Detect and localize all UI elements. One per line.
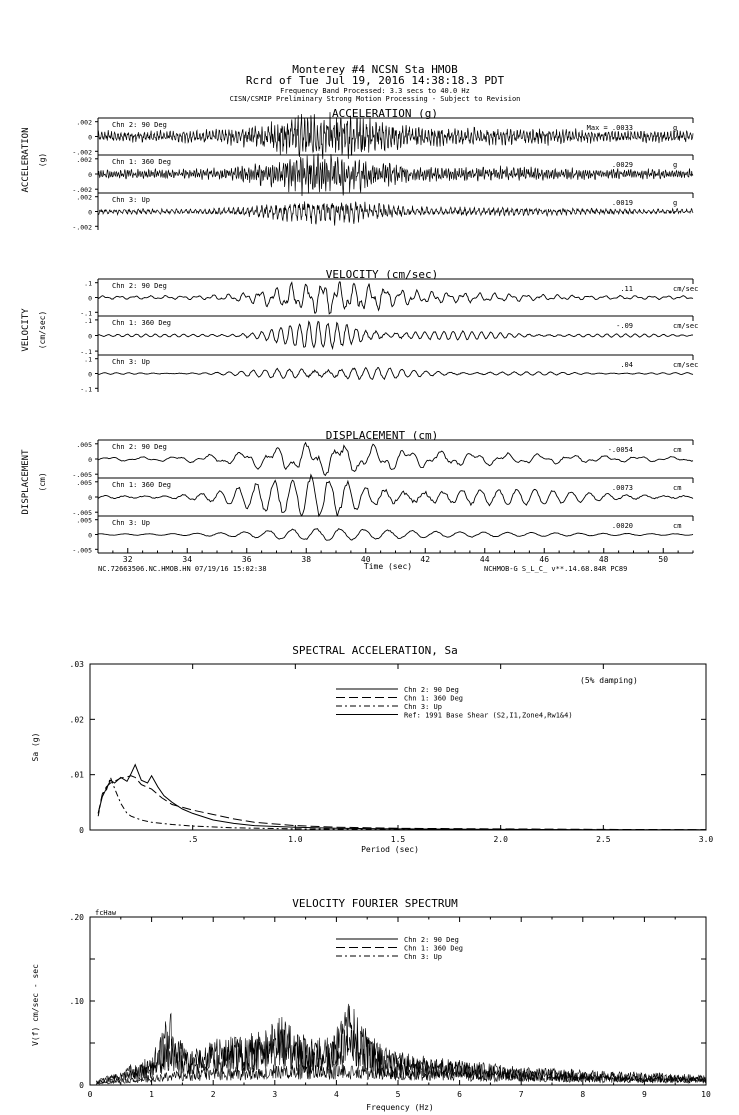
waveform-trace [98,443,693,476]
y-tick-label: -.1 [80,385,92,394]
fourier-title: VELOCITY FOURIER SPECTRUM [292,897,458,910]
sa-legend-label: Ref: 1991 Base Shear (S2,I1,Zone4,Rw1&4) [404,711,573,720]
acceleration-ylabel: ACCELERATION [21,127,31,193]
velocity-yunit: (cm/sec) [38,310,47,350]
sa-x-tick-label: .5 [187,835,198,844]
time-tick-label: 50 [658,555,669,564]
time-tick-label: 34 [182,555,193,564]
sa-lines [98,765,706,830]
footer-left: NC.72663506.NC.HMOB.HN 07/19/16 15:02:38 [98,565,267,573]
sa-y-tick-label: 0 [79,826,84,835]
y-tick-label: .005 [76,516,92,525]
channel-label: Chn 3: Up [112,196,150,204]
fourier-x-tick-label: 3 [272,1090,278,1099]
peak-unit: g [673,124,678,132]
time-tick-label: 32 [122,555,133,564]
y-tick-label: -.002 [72,148,92,157]
time-tick-label: 40 [360,555,371,564]
sa-xlabel: Period (sec) [361,845,419,854]
velocity-title: VELOCITY (cm/sec) [325,268,439,281]
waveform-trace [98,154,693,197]
sa-y-tick-label: .02 [69,715,84,725]
y-tick-label: .1 [84,355,92,364]
y-tick-label: -.005 [72,471,92,480]
acceleration-title: ACCELERATION (g) [332,107,438,120]
header-line-3: Frequency Band Processed: 3.3 secs to 40.0 Hz [280,87,470,95]
y-tick-label: .002 [76,193,92,202]
sa-series-line [98,765,706,830]
fourier-lines [96,1004,706,1084]
sa-legend [336,686,573,720]
displacement-title: DISPLACEMENT (cm) [325,429,439,442]
peak-label: -.09 [616,322,633,330]
acceleration-yunit: (g) [38,152,47,168]
sa-title: SPECTRAL ACCELERATION, Sa [292,644,458,657]
y-tick-label: .002 [76,118,92,127]
fourier-x-tick-label: 4 [333,1090,339,1099]
y-tick-label: -.005 [72,509,92,518]
sa-legend-label: Chn 2: 90 Deg [404,686,459,694]
peak-label: -.0054 [607,446,633,454]
fourier-legend-label: Chn 1: 360 Deg [404,944,464,953]
waveform-trace [98,282,693,314]
waveform-traces [72,112,698,554]
y-tick-label: 0 [88,133,92,142]
peak-unit: cm [673,484,682,492]
header-line-2: Rcrd of Tue Jul 19, 2016 14:38:18.3 PDT [245,74,505,87]
sa-y-tick-label: .01 [69,770,84,780]
peak-label: .0020 [611,522,633,530]
sa-y-tick-label: .03 [69,660,84,669]
peak-unit: cm/sec [673,361,699,369]
y-tick-label: 0 [88,531,92,540]
channel-label: Chn 1: 360 Deg [112,481,172,489]
y-tick-label: .1 [84,316,92,325]
fourier-x-tick-label: 2 [210,1090,216,1099]
y-tick-label: 0 [88,456,92,464]
peak-label: .0029 [611,161,633,169]
channel-label: Chn 2: 90 Deg [112,443,167,451]
waveform-trace [98,322,693,349]
sa-legend-label: Chn 1: 360 Deg [404,694,464,703]
peak-label: .11 [620,285,633,293]
y-tick-label: 0 [88,294,92,303]
channel-label: Chn 1: 360 Deg [112,158,172,166]
waveform-trace [98,368,693,380]
fourier-xlabel: Frequency (Hz) [366,1103,434,1112]
peak-unit: cm/sec [673,285,699,293]
y-tick-label: 0 [88,332,92,341]
waveform-trace [98,475,693,517]
displacement-ylabel: DISPLACEMENT [21,449,31,515]
velocity-ylabel: VELOCITY [21,308,31,352]
time-tick-label: 44 [479,555,490,564]
time-tick-label: 38 [301,555,312,564]
peak-label: Max = .0033 [586,124,633,132]
time-tick-label: 48 [598,555,609,564]
waveform-trace [98,201,693,225]
sa-x-tick-label: 3.0 [698,835,714,844]
sa-x-tick-label: 1.5 [390,835,406,844]
y-tick-label: -.1 [80,348,92,357]
peak-unit: g [673,161,678,169]
time-tick-label: 46 [539,555,550,564]
fourier-x-tick-label: 6 [457,1090,463,1099]
displacement-yunit: (cm) [38,472,47,492]
y-tick-label: .005 [76,478,92,487]
peak-unit: cm [673,522,682,530]
fourier-corner-label: fcHaw [95,909,117,917]
fourier-y-tick-label: .10 [69,997,84,1006]
y-tick-label: -.005 [72,546,92,555]
y-tick-label: .002 [76,155,92,164]
fourier-x-tick-label: 10 [701,1090,711,1099]
sa-damping-note: (5% damping) [580,676,638,685]
sa-legend-label: Chn 3: Up [404,703,442,711]
header-line-1: Monterey #4 NCSN Sta HMOB [292,63,458,76]
peak-unit: cm [673,446,682,454]
fourier-x-tick-label: 1 [149,1090,155,1099]
sa-ylabel: Sa (g) [31,732,40,762]
y-tick-label: .1 [84,279,92,288]
y-tick-label: 0 [88,208,92,217]
fourier-ylabel: V(f) cm/sec - sec [31,964,40,1046]
sa-x-tick-label: 2.0 [493,835,508,844]
sa-x-tick-label: 1.0 [288,835,303,844]
fourier-y-tick-label: .20 [69,913,84,922]
channel-label: Chn 2: 90 Deg [112,121,167,129]
sa-x-tick-label: 2.5 [596,835,611,844]
y-tick-label: .005 [76,440,92,449]
fourier-axes [70,913,711,1099]
header-line-4: CISN/CSMIP Preliminary Strong Motion Processing - Subject to Revision [229,95,521,103]
time-tick-label: 36 [241,555,252,564]
fourier-x-tick-label: 7 [518,1090,524,1099]
channel-label: Chn 1: 360 Deg [112,319,172,327]
sa-series-line [98,777,706,830]
fourier-x-tick-label: 9 [641,1090,647,1099]
channel-label: Chn 3: Up [112,358,150,366]
peak-label: .04 [620,361,633,369]
channel-label: Chn 2: 90 Deg [112,282,167,290]
time-tick-label: 42 [420,555,431,564]
y-tick-label: -.002 [72,223,92,232]
fourier-legend-label: Chn 2: 90 Deg [404,936,459,944]
y-tick-label: 0 [88,494,92,502]
fourier-x-tick-label: 0 [87,1090,93,1099]
peak-unit: g [673,199,678,207]
footer-right: NCHMOB-G S_L_C_ v**.14.68.84R PC89 [484,565,628,573]
y-tick-label: -.002 [72,186,92,195]
y-tick-label: 0 [88,370,92,379]
peak-label: .0019 [611,199,633,207]
time-axis-label: Time (sec) [363,562,413,571]
fourier-legend [336,936,463,961]
fourier-legend-label: Chn 3: Up [404,953,442,961]
y-tick-label: 0 [88,171,92,179]
peak-label: .0073 [611,484,633,492]
fourier-y-tick-label: 0 [79,1081,84,1090]
fourier-x-tick-label: 5 [395,1090,401,1099]
y-tick-label: -.1 [80,309,92,318]
sa-axes [70,660,714,844]
peak-unit: cm/sec [673,322,699,330]
fourier-x-tick-label: 8 [580,1090,586,1099]
waveform-trace [98,529,693,541]
sa-series-line [98,776,706,830]
channel-label: Chn 3: Up [112,519,150,527]
